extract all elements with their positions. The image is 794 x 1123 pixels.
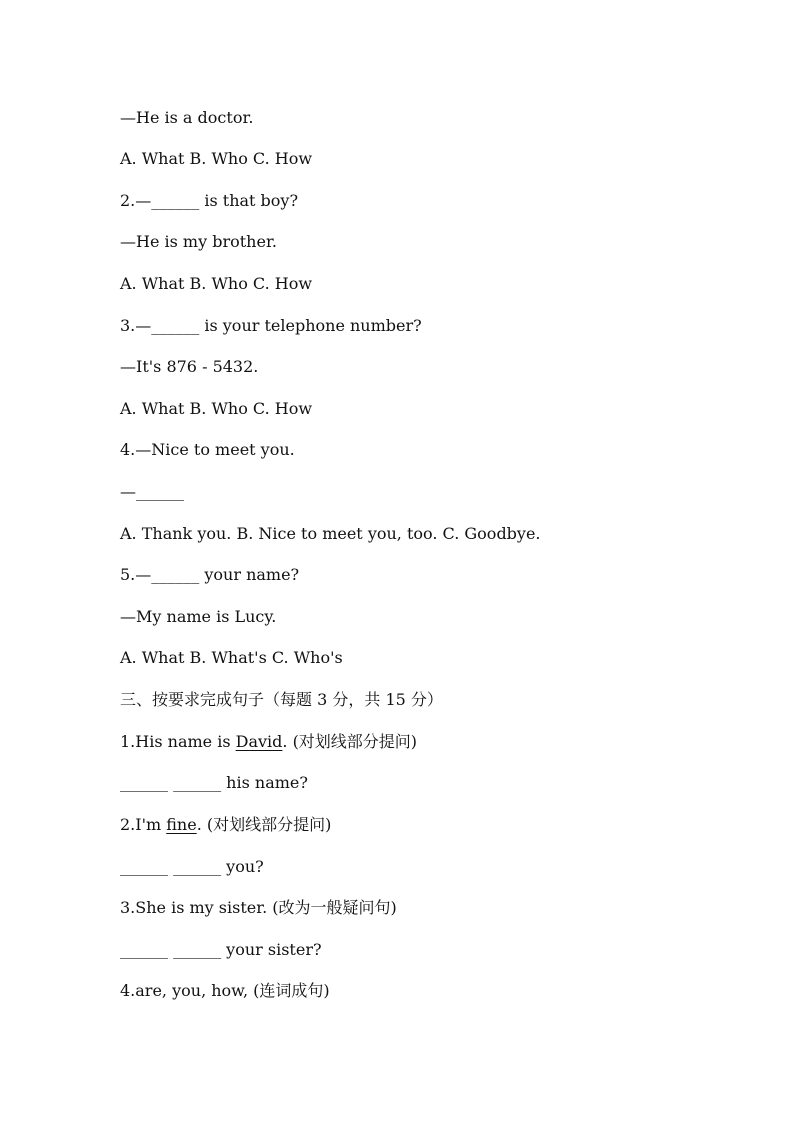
q3-options: A. What B. Who C. How [120, 399, 313, 418]
q4-question: 4.—Nice to meet you. [120, 440, 295, 459]
q2-options: A. What B. Who C. How [120, 274, 313, 293]
s3-q1-underlined-word: David [235, 732, 283, 751]
q1-answer-line: —He is a doctor. [120, 108, 254, 127]
q4-options: A. Thank you. B. Nice to meet you, too. C. Goodbye. [120, 524, 541, 543]
s3-q4-question: 4.are, you, how, (连词成句) [120, 981, 330, 1000]
q2-question: 2.—______ is that boy? [120, 191, 299, 210]
q2-answer-line: —He is my brother. [120, 232, 277, 251]
section-three-heading: 三、按要求完成句子（每题 3 分，共 15 分） [120, 690, 443, 709]
s3-q3-blank-line: ______ ______ your sister? [120, 940, 322, 959]
s3-q2-question [120, 813, 331, 837]
s3-q3-question: 3.She is my sister. (改为一般疑问句) [120, 898, 397, 917]
s3-q1-suffix: . (对划线部分提问) [282, 732, 418, 751]
q1-options: A. What B. Who C. How [120, 149, 313, 168]
q5-answer-line: —My name is Lucy. [120, 607, 277, 626]
s3-q1-prefix: 1.His name is [120, 732, 236, 751]
q4-answer-blank: —______ [120, 482, 184, 501]
q3-answer-line: —It's 876 - 5432. [120, 357, 259, 376]
s3-q1-question [120, 730, 417, 754]
s3-q2-suffix: . (对划线部分提问) [196, 815, 332, 834]
s3-q2-blank-line: ______ ______ you? [120, 857, 264, 876]
q3-question: 3.—______ is your telephone number? [120, 316, 422, 335]
s3-q2-underlined-word: fine [166, 815, 197, 834]
s3-q2-prefix: 2.I'm [120, 815, 167, 834]
q5-options: A. What B. What's C. Who's [120, 648, 343, 667]
s3-q1-blank-line: ______ ______ his name? [120, 773, 308, 792]
q5-question: 5.—______ your name? [120, 565, 300, 584]
